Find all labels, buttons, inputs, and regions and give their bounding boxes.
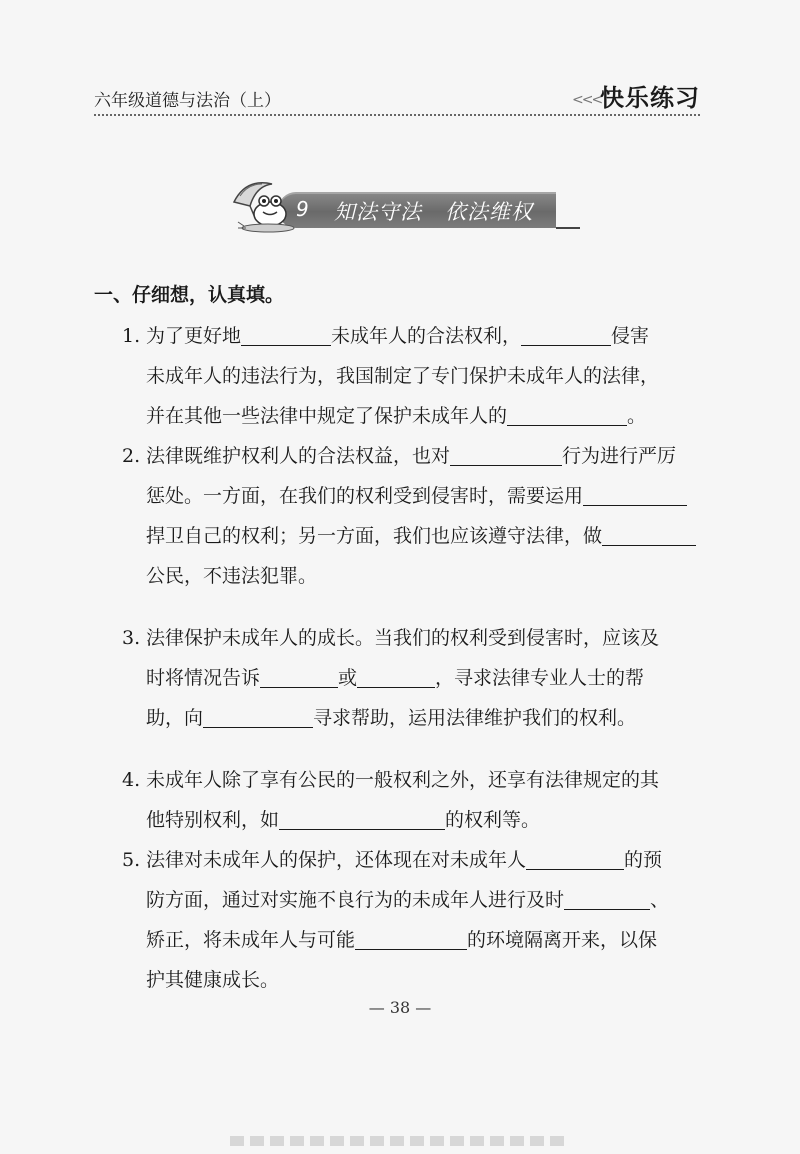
header-divider bbox=[94, 114, 700, 116]
bleed-through-text bbox=[230, 1136, 570, 1146]
answer-blank[interactable] bbox=[521, 321, 611, 346]
question-line bbox=[146, 556, 706, 596]
question-text: ，寻求法律专业人士的帮 bbox=[435, 667, 645, 689]
question-text: 或 bbox=[338, 667, 358, 689]
question-number: 1. bbox=[122, 325, 141, 347]
page-header bbox=[94, 78, 700, 114]
question-number: 5. bbox=[122, 849, 141, 871]
question-line bbox=[146, 760, 706, 800]
question-text: 侵害 bbox=[611, 325, 650, 347]
question-text: 的权利等。 bbox=[445, 809, 541, 831]
question-text: 捍卫自己的权利；另一方面，我们也应该遵守法律，做 bbox=[146, 525, 603, 547]
answer-blank[interactable] bbox=[357, 663, 435, 688]
lesson-number: 9 bbox=[296, 197, 309, 221]
banner-tail-line bbox=[556, 227, 580, 229]
page-number: — 38 — bbox=[368, 998, 432, 1017]
question-number: 3. bbox=[122, 627, 141, 649]
question-text: 时将情况告诉 bbox=[146, 667, 261, 689]
question-line bbox=[146, 840, 706, 880]
question-text: 行为进行严厉 bbox=[562, 445, 677, 467]
question-text: 未成年人的违法行为，我国制定了专门保护未成年人的法律， bbox=[146, 365, 660, 387]
question-text: 法律既维护权利人的合法权益，也对 bbox=[146, 445, 451, 467]
question-line bbox=[146, 880, 706, 920]
question-line bbox=[146, 396, 706, 436]
answer-blank[interactable] bbox=[526, 845, 624, 870]
question-text: 他特别权利，如 bbox=[146, 809, 280, 831]
question-line bbox=[146, 920, 706, 960]
question-text: 未成年人的合法权利， bbox=[331, 325, 522, 347]
answer-blank[interactable] bbox=[564, 885, 650, 910]
question-line bbox=[146, 316, 706, 356]
answer-blank[interactable] bbox=[203, 703, 313, 728]
answer-blank[interactable] bbox=[450, 441, 562, 466]
answer-blank[interactable] bbox=[355, 925, 467, 950]
answer-blank[interactable] bbox=[583, 481, 687, 506]
question-text: 、 bbox=[650, 889, 670, 911]
question-1 bbox=[122, 316, 706, 436]
question-text: 为了更好地 bbox=[146, 325, 242, 347]
question-text: 公民，不违法犯罪。 bbox=[146, 565, 318, 587]
question-text: 的环境隔离开来，以保 bbox=[467, 929, 658, 951]
answer-blank[interactable] bbox=[241, 321, 331, 346]
question-text: 法律对未成年人的保护，还体现在对未成年人 bbox=[146, 849, 527, 871]
question-line bbox=[146, 800, 706, 840]
answer-blank[interactable] bbox=[260, 663, 338, 688]
question-number: 2. bbox=[122, 445, 141, 467]
chevron-left-icon: <<< bbox=[572, 92, 602, 108]
question-text: 。 bbox=[627, 405, 647, 427]
frog-with-umbrella-icon bbox=[226, 176, 296, 234]
answer-blank[interactable] bbox=[507, 401, 627, 426]
question-text: 助，向 bbox=[146, 707, 204, 729]
question-text: 惩处。一方面，在我们的权利受到侵害时，需要运用 bbox=[146, 485, 584, 507]
question-number: 4. bbox=[122, 769, 141, 791]
question-line bbox=[146, 698, 706, 738]
question-line bbox=[146, 618, 706, 658]
question-line bbox=[146, 516, 706, 556]
section-title: 一、仔细想，认真填。 bbox=[94, 284, 285, 306]
question-line bbox=[146, 960, 706, 1000]
question-text: 寻求帮助，运用法律维护我们的权利。 bbox=[313, 707, 637, 729]
question-4 bbox=[122, 760, 706, 840]
question-5 bbox=[122, 840, 706, 1000]
brand-title: 快乐练习 bbox=[600, 84, 700, 112]
answer-blank[interactable] bbox=[279, 805, 445, 830]
question-text: 防方面，通过对实施不良行为的未成年人进行及时 bbox=[146, 889, 565, 911]
book-title: 六年级道德与法治（上） bbox=[94, 91, 281, 111]
question-text: 的预 bbox=[624, 849, 663, 871]
question-text: 并在其他一些法律中规定了保护未成年人的 bbox=[146, 405, 508, 427]
question-line bbox=[146, 658, 706, 698]
question-2 bbox=[122, 436, 706, 596]
question-text: 法律保护未成年人的成长。当我们的权利受到侵害时，应该及 bbox=[146, 627, 660, 649]
question-line bbox=[146, 436, 706, 476]
question-3 bbox=[122, 618, 706, 738]
question-line bbox=[146, 476, 706, 516]
question-text: 护其健康成长。 bbox=[146, 969, 280, 991]
lesson-title: 知法守法 依法维权 bbox=[334, 200, 534, 224]
question-text: 矫正，将未成年人与可能 bbox=[146, 929, 356, 951]
lesson-banner bbox=[226, 176, 586, 236]
question-text: 未成年人除了享有公民的一般权利之外，还享有法律规定的其 bbox=[146, 769, 660, 791]
answer-blank[interactable] bbox=[602, 521, 696, 546]
question-line bbox=[146, 356, 706, 396]
